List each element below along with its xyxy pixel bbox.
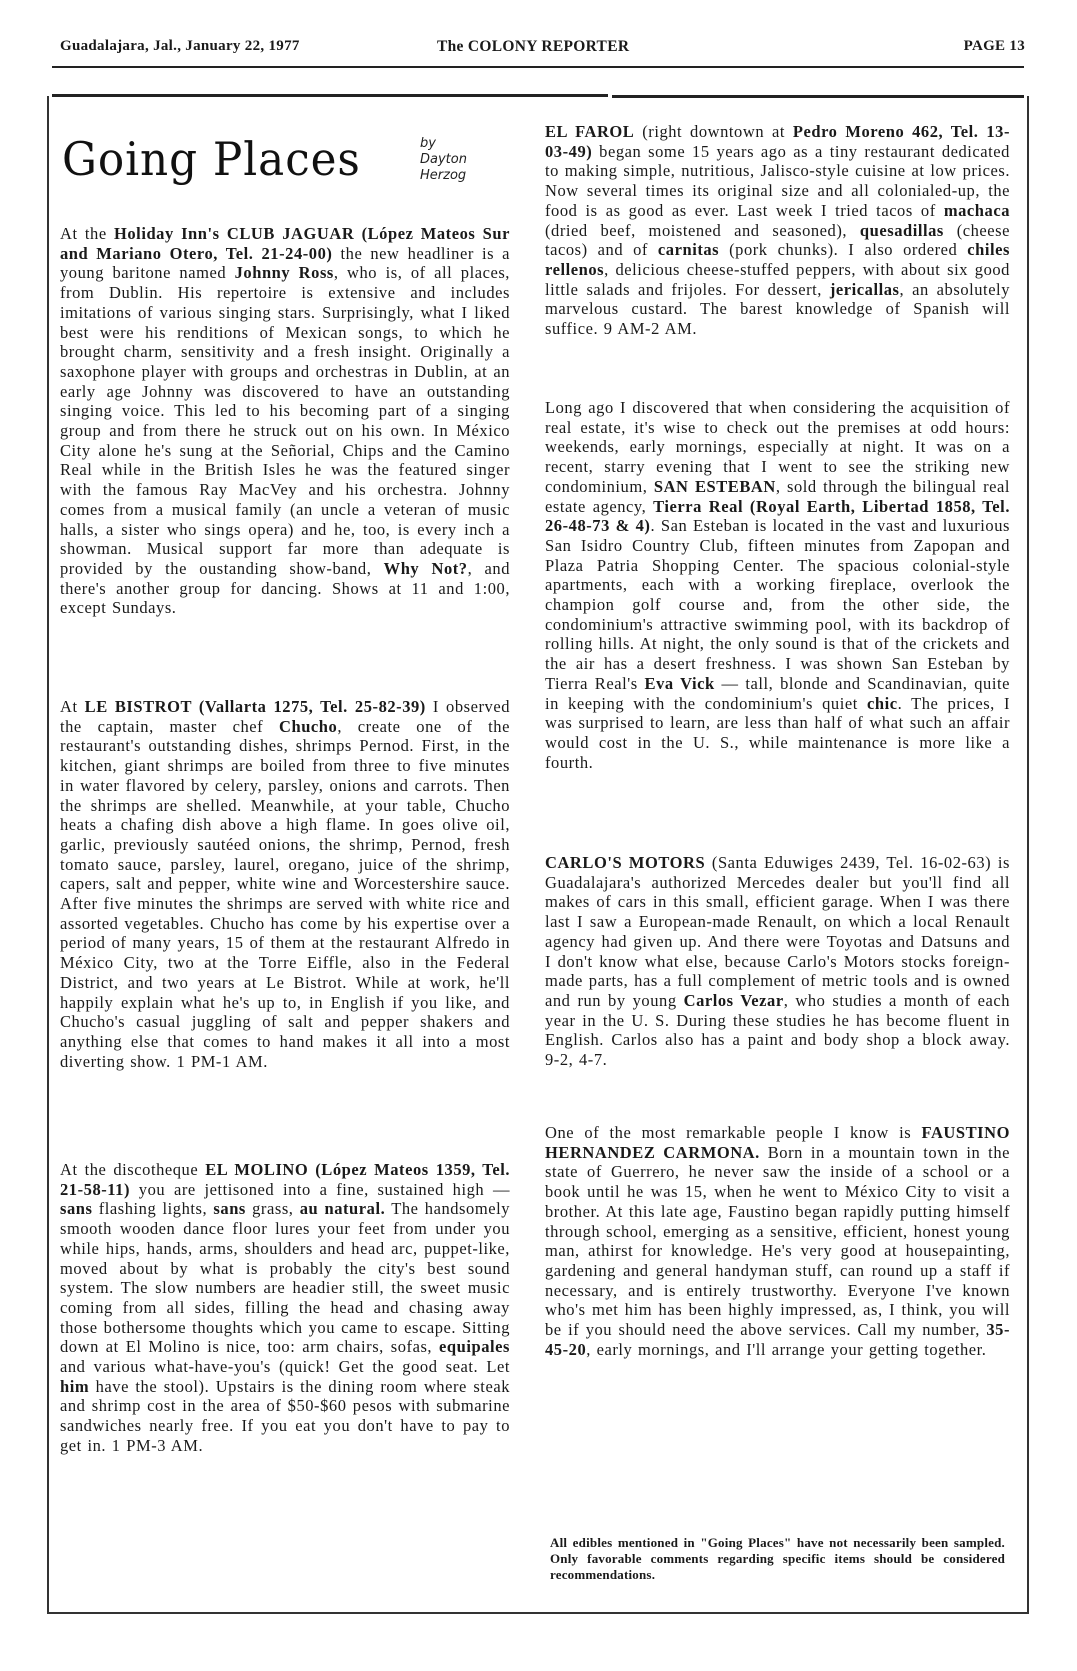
- text-run: — tall, blonde and Scandinavian, quite in keeping with the condominium's quiet: [545, 673, 1011, 713]
- text-run: At: [60, 697, 85, 716]
- bold-text-run: sans: [60, 1199, 93, 1219]
- newspaper-name: The COLONY REPORTER: [437, 38, 630, 55]
- bold-text-run: Johnny Ross: [234, 263, 334, 283]
- bold-text-run: chic: [866, 693, 898, 713]
- text-run: At the discotheque: [60, 1160, 206, 1179]
- bold-text-run: Carlos Vezar: [683, 990, 784, 1010]
- bold-text-run: jericallas: [829, 279, 900, 299]
- dateline: Guadalajara, Jal., January 22, 1977: [60, 38, 300, 54]
- bold-text-run: SAN ESTEBAN: [653, 476, 776, 496]
- text-run: (cheese tacos) and of: [545, 220, 1010, 260]
- header-rule: [52, 66, 1024, 68]
- text-run: , early mornings, and I'll arrange your getting together.: [586, 1339, 987, 1359]
- bold-text-run: machaca: [943, 200, 1010, 220]
- bold-text-run: carnitas: [657, 240, 720, 260]
- text-run: you are jettisoned into a fine, sustained high —: [130, 1179, 510, 1199]
- bold-text-run: chiles rellenos: [545, 240, 1010, 279]
- text-run: (right downtown at: [634, 122, 793, 141]
- paragraph-carlos-motors: [545, 853, 1010, 1070]
- text-run: Long ago I discovered that when considering the acquisition of real estate, it's wise to check out the premises at odd hours: weekends, early mornings, especially at night. It was on a recent, starry evening that I went to see the striking new condominium,: [545, 398, 1010, 496]
- bold-text-run: equipales: [439, 1337, 510, 1357]
- text-run: Born in a mountain town in the state of Guerrero, he never saw the inside of a school or a book until he was 15, when he went to México City to visit a brother. At this late age, Faustino began rapidly putting himself through school, emerging as a sensitive, efficient, honest young man, athirst for knowledge. He's very good at housepainting, gardening and general handyman stuff, can round up a staff if necessary, and is entirely trustworthy. Everyone I've known who's met him has been highly impressed, as, I think, you will be if you should need the above services. Call my number,: [545, 1142, 1010, 1340]
- byline-last-name: Herzog: [420, 168, 467, 183]
- text-run: , create one of the restaurant's outstanding dishes, shrimps Pernod. First, in the kitchen, giant shrimps are boiled from three to five minutes in water flavored by celery, parsley, onions and carrots. Then the shrimps are shelled. Meanwhile, at your table, Chucho heats a chafing dish above a high flame. In goes olive oil, garlic, previously sautéed onions, the shrimp, Pernod, fresh tomato sauce, parsley, laurel, oregano, juice of the shrimp, capers, salt and pepper, white wine and Worcestershire sauce. After five minutes the shrimps are served with white rice and assorted vegetables. Chucho has come by his expertise over a period of many years, 15 of them at the restaurant Alfredo in México City, two at the Torre Eiffle, also in the Federal District, and two years at Le Bistrot. While at work, he'll happily explain what he's up to, in English if you like, and Chucho's casual juggling of salt and pepper shakers and anything else that comes to hand makes it all into a most diverting show. 1 PM-1 AM.: [60, 716, 510, 1071]
- byline-by: by: [420, 136, 436, 151]
- text-run: and various what-have-you's (quick! Get the good seat. Let: [60, 1357, 510, 1377]
- text-run: the new headliner is a young baritone named: [60, 243, 510, 283]
- text-run: The handsomely smooth wooden dance floor lures your feet from under you while hips, hands, arms, shoulders and head arc, puppet-like, moved about by what is probably the city's best sound system. The slow numbers are headier still, the sweet music coming from all sides, filling the head and chasing away those bothersome thoughts which you came to escape. Sitting down at El Molino is nice, too: arm chairs, sofas,: [60, 1199, 511, 1357]
- bold-text-run: au natural.: [299, 1199, 386, 1219]
- text-run: , and there's another group for dancing. Shows at 11 and 1:00, except Sundays.: [60, 558, 510, 618]
- byline: [420, 136, 467, 184]
- text-run: I observed the captain, master chef: [60, 697, 511, 736]
- paragraph-le-bistrot: [60, 697, 510, 1071]
- bold-text-run: FAUSTINO HERNANDEZ CARMONA.: [545, 1123, 1010, 1162]
- paragraph-club-jaguar: [60, 224, 510, 618]
- text-run: grass,: [245, 1199, 300, 1219]
- text-run: flashing lights,: [92, 1199, 214, 1219]
- text-run: began some 15 years ago as a tiny restaurant dedicated to making simple, nutritious, Jalisco-style cuisine at low prices. Now several times its original size and all colonialed-up, the food is as good as ever. Last week I tried tacos of: [545, 141, 1010, 220]
- text-run: (dried beef, moistened and seasoned),: [545, 220, 860, 240]
- text-run: , who studies a month of each year in the U. S. During these studies he has become fluent in English. Carlos also has a paint and body shop a block away. 9-2, 4-7.: [545, 990, 1010, 1070]
- text-run: . The prices, I was surprised to learn, are less than half of what such an affair would cost in the U. S., while maintenance is more like a fourth.: [545, 693, 1011, 772]
- bold-text-run: LE BISTROT (Vallarta 1275, Tel. 25-82-39): [84, 697, 426, 716]
- text-run: (Santa Eduwiges 2439, Tel. 16-02-63) is Guadalajara's authorized Mercedes dealer but you'll find all makes of cars in this small, efficient garage. When I was there last I saw a European-made Renault, on which a local Renault agency had given up. And there were Toyotas and Datsuns and I don't know what else, because Carlo's Motors stocks foreign-made parts, has a full complement of metric tools and is owned and run by young: [545, 853, 1010, 1010]
- text-run: , sold through the bilingual real estate agency,: [545, 476, 1011, 516]
- paragraph-el-molino: [60, 1160, 510, 1456]
- bold-text-run: Chucho: [279, 716, 338, 736]
- bold-text-run: him: [60, 1376, 90, 1396]
- disclaimer: All edibles mentioned in "Going Places" have not necessarily been sampled. Only favorable comments regarding specific items should be considered recommendations.: [550, 1535, 1005, 1582]
- bold-text-run: sans: [213, 1199, 246, 1219]
- text-run: , delicious cheese-stuffed peppers, with about six good little salads and frijoles. For dessert,: [545, 259, 1010, 299]
- bold-text-run: Eva Vick: [644, 673, 715, 693]
- text-run: have the stool). Upstairs is the dining room where steak and shrimp cost in the area of $50-$60 pesos with submarine sandwiches nearly free. If you eat you don't have to pay to get in. 1 PM-3 AM.: [60, 1376, 510, 1455]
- text-run: At the: [60, 224, 114, 243]
- paragraph-san-esteban: [545, 398, 1010, 772]
- bold-text-run: CARLO'S MOTORS: [545, 853, 706, 872]
- bold-text-run: Pedro Moreno 462, Tel. 13-03-49): [545, 122, 1011, 161]
- text-run: (pork chunks). I also ordered: [719, 240, 968, 260]
- text-run: . San Esteban is located in the vast and luxurious San Isidro Country Club, fifteen minutes from Zapopan and Plaza Patria Shopping Center. The spacious colonial-style apartments, each with a working fireplace, overlook the champion golf course and, from the other side, the condominium's attractive swimming pool, with its backdrop of rolling hills. At night, the only sound is that of the crickets and the air has a desert freshness. I was shown San Esteban by Tierra Real's: [545, 516, 1010, 693]
- byline-first-name: Dayton: [420, 152, 467, 167]
- bold-text-run: EL FAROL: [545, 122, 635, 141]
- text-run: One of the most remarkable people I know is: [545, 1123, 922, 1142]
- paragraph-el-farol: [545, 122, 1010, 339]
- bold-text-run: 35-45-20: [545, 1320, 1010, 1359]
- bold-text-run: Tierra Real (Royal Earth, Libertad 1858, Tel. 26-48-73 & 4): [545, 496, 1010, 536]
- page-number: PAGE 13: [963, 38, 1025, 54]
- bold-text-run: Why Not?: [383, 558, 468, 578]
- paragraph-faustino: [545, 1123, 1010, 1359]
- bold-text-run: EL MOLINO (López Mateos 1359, Tel. 21-58-11): [60, 1160, 510, 1199]
- text-run: , an absolutely marvelous custard. The barest knowledge of Spanish will suffice. 9 AM-2 AM.: [545, 279, 1010, 339]
- text-run: , who is, of all places, from Dublin. His repertoire is extensive and includes imitations of various singing stars. Surprisingly, what I liked best were his renditions of Mexican songs, to which he brought charm, sensitivity and a fresh insight. Originally a saxophone player with groups and orchestras in Dublin, at an early age Johnny was discovered to have an outstanding singing voice. This led to his becoming part of a singing group and from there he struck out on his own. In México City alone he's sung at the Señorial, Chips and the Camino Real while in the British Isles he was the featured singer with the famous Ray MacVey and his orchestra. Johnny comes from a musical family (an uncle a veteran of music halls, a sister who sings opera) and he, too, is every inch a showman. Musical support far more than adequate is provided by the oustanding show-band,: [60, 263, 510, 578]
- column-title: Going Places: [62, 132, 361, 186]
- bold-text-run: quesadillas: [859, 220, 944, 240]
- bold-text-run: Holiday Inn's CLUB JAGUAR (López Mateos Sur and Mariano Otero, Tel. 21-24-00): [60, 224, 510, 263]
